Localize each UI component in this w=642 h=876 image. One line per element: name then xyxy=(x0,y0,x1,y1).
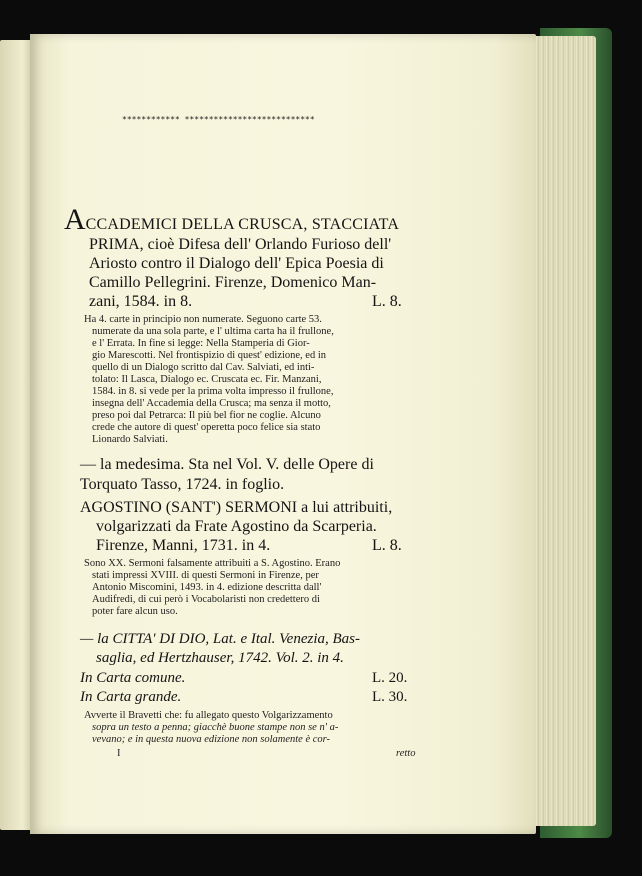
note-line: insegna dell' Accademia della Crusca; ma senza il motto, xyxy=(92,398,331,409)
note-line: e l' Errata. In fine si legge: Nella Stamperia di Gior- xyxy=(92,338,310,349)
note-line: tolato: Il Lasca, Dialogo ec. Cruscata ec. Fir. Manzani, xyxy=(92,374,322,385)
entry-line: Camillo Pellegrini. Firenze, Domenico Man- xyxy=(89,274,377,291)
ornament-rule: ************ *************************** xyxy=(122,115,315,124)
edition-price: L. 30. xyxy=(372,689,408,705)
note-line: Lionardo Salviati. xyxy=(92,434,168,445)
left-page xyxy=(0,40,32,830)
edition-label: In Carta grande. xyxy=(80,689,182,705)
entry-line: saglia, ed Hertzhauser, 1742. Vol. 2. in 4. xyxy=(96,650,344,666)
initial-letter: A xyxy=(64,203,86,236)
note-line: preso poi dal Petrarca: Il più bel fior ne coglie. Alcuno xyxy=(92,410,321,421)
edition-label: In Carta comune. xyxy=(80,670,186,686)
note-line: poter fare alcun uso. xyxy=(92,606,178,617)
entry-line: PRIMA, cioè Difesa dell' Orlando Furioso dell' xyxy=(89,236,392,253)
note-line: Ha 4. carte in principio non numerate. Seguono carte 53. xyxy=(84,314,322,325)
note-line: quello di un Dialogo scritto dal Cav. Salviati, ed inti- xyxy=(92,362,315,373)
note-line: vevano; e in questa nuova edizione non solamente è cor- xyxy=(92,734,331,745)
entry-heading xyxy=(64,203,400,236)
note-line: gio Marescotti. Nel frontispizio di quest' edizione, ed in xyxy=(92,350,327,361)
note-line: numerate da una sola parte, e l' ultima carta ha il frullone, xyxy=(92,326,334,337)
edition-price: L. 20. xyxy=(372,670,408,686)
note-line: stati impressi XVIII. di questi Sermoni in Firenze, per xyxy=(92,570,319,581)
entry-heading: AGOSTINO (SANT') SERMONI a lui attribuiti, xyxy=(80,499,393,516)
entry-line: volgarizzati da Frate Agostino da Scarperia. xyxy=(96,518,377,535)
entry-heading: — la CITTA' DI DIO, Lat. e Ital. Venezia, Bas- xyxy=(80,631,360,647)
note-line: crede che autore di quest' operetta poco felice sia stato xyxy=(92,422,321,433)
entry-line: Firenze, Manni, 1731. in 4. xyxy=(96,537,271,554)
catchword: retto xyxy=(396,748,416,759)
note-line: Audifredi, di cui però i Vocabolaristi non credettero di xyxy=(92,594,320,605)
note-line: Sono XX. Sermoni falsamente attribuiti a S. Agostino. Erano xyxy=(84,558,341,569)
heading-text: CCADEMICI DELLA CRUSCA, STACCIATA xyxy=(85,216,400,233)
price: L. 8. xyxy=(372,537,402,554)
note-line: Avverte il Bravetti che: fu allegato questo Volgarizzamento xyxy=(84,710,333,721)
price: L. 8. xyxy=(372,293,402,310)
note-line: 1584. in 8. si vede per la prima volta impresso il frullone, xyxy=(92,386,334,397)
entry-line: zani, 1584. in 8. xyxy=(89,293,193,310)
entry-line: — la medesima. Sta nel Vol. V. delle Opere di xyxy=(80,456,374,473)
signature-mark: I xyxy=(117,748,121,759)
entry-line: Ariosto contro il Dialogo dell' Epica Poesia di xyxy=(89,255,384,272)
note-line: Antonio Miscomini, 1493. in 4. edizione descritta dall' xyxy=(92,582,322,593)
entry-line: Torquato Tasso, 1724. in foglio. xyxy=(80,476,285,493)
note-line: sopra un testo a penna; giacchè buone stampe non se n' a- xyxy=(92,722,339,733)
